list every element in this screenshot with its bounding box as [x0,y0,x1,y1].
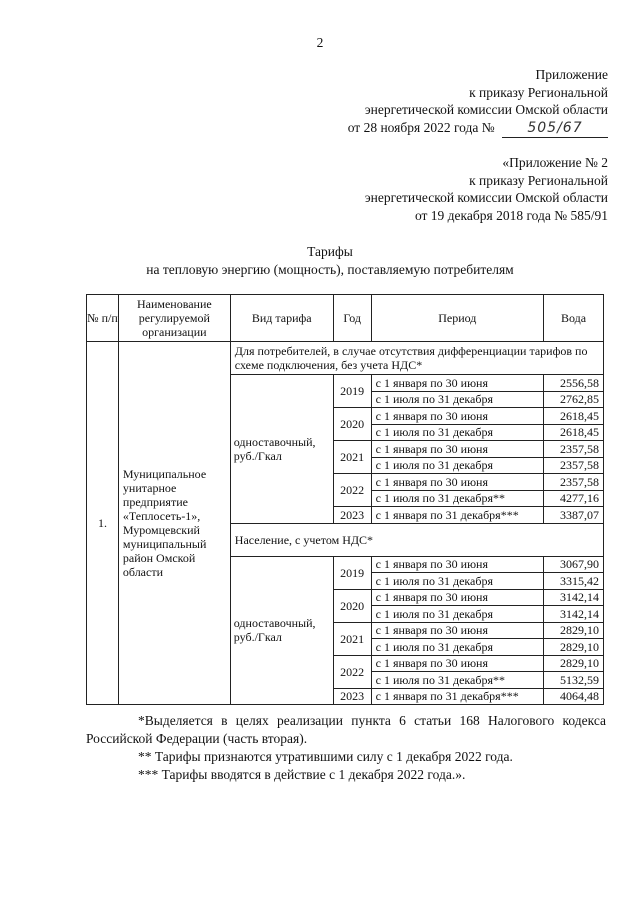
period-cell: с 1 января по 30 июня [371,556,543,573]
col-header-period: Период [371,295,543,342]
original-appendix-header [250,154,608,224]
period-cell: с 1 января по 30 июня [371,622,543,639]
value-cell: 4064,48 [544,688,604,705]
order-date-line [250,119,608,139]
title-line-2: на тепловую энергию (мощность), поставляемую потребителям [146,261,514,277]
period-cell: с 1 января по 30 июня [371,655,543,672]
value-cell: 3142,14 [544,606,604,623]
footnote-1: *Выделяется в целях реализации пункта 6 статьи 168 Налогового кодекса Российской Федерации (часть вторая). [86,713,606,746]
value-cell: 2618,45 [544,408,604,425]
footnote-3: *** Тарифы вводятся в действие с 1 декабря 2022 года.». [138,767,466,782]
year-cell: 2021 [333,622,371,655]
period-cell: с 1 июля по 31 декабря [371,424,543,441]
value-cell: 2829,10 [544,639,604,656]
section-heading-row [87,342,604,375]
footnote-2: ** Тарифы признаются утратившими силу с 1 декабря 2022 года. [138,749,513,764]
row-number: 1. [87,342,119,705]
original-order-date: от 19 декабря 2018 года № 585/91 [414,207,608,223]
period-cell: с 1 января по 31 декабря*** [371,507,543,524]
col-header-num: № п/п [87,295,119,342]
year-cell: 2019 [333,375,371,408]
appendix-header [250,66,608,138]
handwritten-number: 505/67 [527,119,583,136]
year-cell: 2020 [333,589,371,622]
table-header-row [87,295,604,342]
value-cell: 2357,58 [544,457,604,474]
col-header-type: Вид тарифа [230,295,333,342]
col-header-water: Вода [544,295,604,342]
year-cell: 2020 [333,408,371,441]
col-header-year: Год [333,295,371,342]
tariff-type: одноставочный, руб./Гкал [230,375,333,524]
value-cell: 4277,16 [544,490,604,507]
value-cell: 2357,58 [544,474,604,491]
value-cell: 3315,42 [544,573,604,590]
period-cell: с 1 июля по 31 декабря [371,639,543,656]
period-cell: с 1 июля по 31 декабря** [371,672,543,689]
value-cell: 3387,07 [544,507,604,524]
title-line-1: Тарифы [307,244,353,259]
value-cell: 2762,85 [544,391,604,408]
page-number: 2 [316,35,324,50]
period-cell: с 1 июля по 31 декабря** [371,490,543,507]
value-cell: 2829,10 [544,622,604,639]
year-cell: 2022 [333,474,371,507]
tariff-type: одноставочный, руб./Гкал [230,556,333,705]
period-cell: с 1 января по 30 июня [371,474,543,491]
value-cell: 2556,58 [544,375,604,392]
signature-field [502,119,608,139]
year-cell: 2023 [333,507,371,524]
value-cell: 2618,45 [544,424,604,441]
value-cell: 2357,58 [544,441,604,458]
year-cell: 2023 [333,688,371,705]
value-cell: 3067,90 [544,556,604,573]
period-cell: с 1 января по 30 июня [371,589,543,606]
footnotes [86,712,606,784]
section-heading: Для потребителей, в случае отсутствия дифференциации тарифов по схеме подключения, без учета НДС* [230,342,603,375]
year-cell: 2022 [333,655,371,688]
col-header-org: Наименование регулируемой организации [118,295,230,342]
document-title [60,243,600,278]
value-cell: 5132,59 [544,672,604,689]
organization-name: Муниципальное унитарное предприятие «Теплосеть-1», Муромцевский муниципальный район Омской области [118,342,230,705]
period-cell: с 1 июля по 31 декабря [371,457,543,474]
original-order-ref: к приказу Региональной [469,172,608,188]
tariff-table [86,294,604,705]
commission-name: энергетической комиссии Омской области [364,102,608,117]
section-heading: Население, с учетом НДС* [230,523,603,556]
period-cell: с 1 января по 31 декабря*** [371,688,543,705]
order-date: от 28 ноября 2022 года № [347,119,495,135]
original-appendix-label: «Приложение № 2 [502,155,608,170]
value-cell: 2829,10 [544,655,604,672]
order-ref: к приказу Региональной [469,84,608,100]
original-commission-name: энергетической комиссии Омской области [364,190,608,205]
period-cell: с 1 января по 30 июня [371,375,543,392]
period-cell: с 1 июля по 31 декабря [371,573,543,590]
period-cell: с 1 января по 30 июня [371,441,543,458]
period-cell: с 1 июля по 31 декабря [371,606,543,623]
period-cell: с 1 января по 30 июня [371,408,543,425]
value-cell: 3142,14 [544,589,604,606]
period-cell: с 1 июля по 31 декабря [371,391,543,408]
appendix-label: Приложение [535,67,608,82]
year-cell: 2021 [333,441,371,474]
year-cell: 2019 [333,556,371,589]
